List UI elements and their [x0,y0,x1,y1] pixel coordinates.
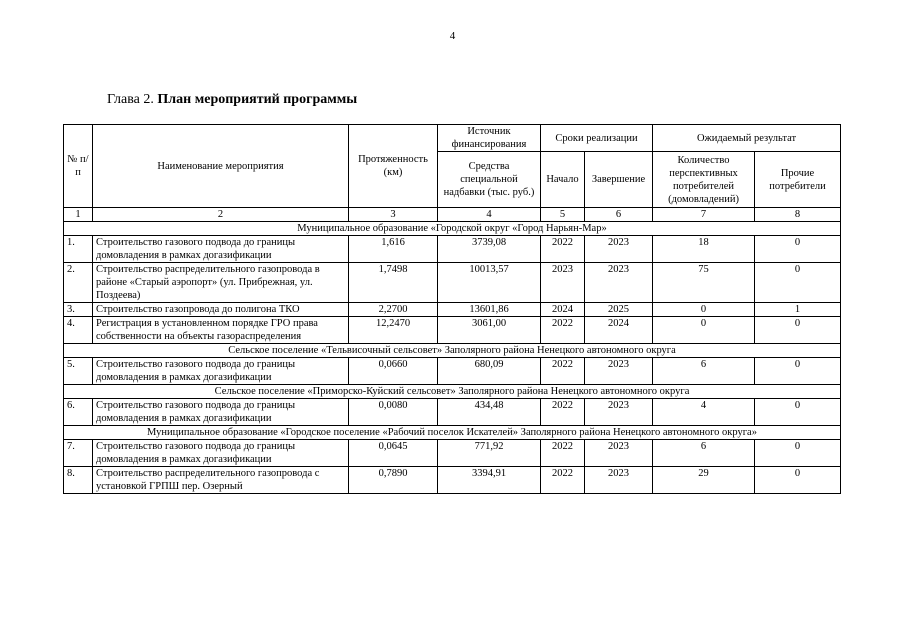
row-start: 2023 [541,263,585,303]
row-end: 2024 [585,317,653,344]
row-funds: 680,09 [438,358,541,385]
row-length: 12,2470 [349,317,438,344]
row-number: 5. [64,358,93,385]
row-name: Строительство газового подвода до границы домовладения в рамках догазификации [93,399,349,426]
row-other: 1 [755,303,841,317]
row-name: Строительство газового подвода до границы домовладения в рамках догазификации [93,236,349,263]
col-number: 5 [541,208,585,222]
row-number: 7. [64,440,93,467]
row-number: 2. [64,263,93,303]
row-end: 2023 [585,236,653,263]
row-number: 8. [64,467,93,494]
row-consumers: 6 [653,358,755,385]
row-length: 1,7498 [349,263,438,303]
col-number: 2 [93,208,349,222]
header-row-1 [64,125,841,152]
table-row [64,236,841,263]
chapter-prefix: Глава 2. [107,92,154,107]
section-title: Муниципальное образование «Городской округ «Город Нарьян-Мар» [64,222,841,236]
row-consumers: 6 [653,440,755,467]
row-funds: 10013,57 [438,263,541,303]
row-number: 4. [64,317,93,344]
section-row [64,426,841,440]
col-number: 8 [755,208,841,222]
row-end: 2023 [585,440,653,467]
header-start: Начало [541,152,585,208]
chapter-title: План мероприятий программы [157,92,358,107]
row-name: Строительство газового подвода до границы домовладения в рамках догазификации [93,440,349,467]
row-consumers: 18 [653,236,755,263]
section-title: Сельское поселение «Тельвисочный сельсовет» Заполярного района Ненецкого автономного округа [64,344,841,358]
row-number: 1. [64,236,93,263]
row-other: 0 [755,399,841,426]
row-length: 0,7890 [349,467,438,494]
header-end: Завершение [585,152,653,208]
header-name: Наименование мероприятия [93,125,349,208]
page-number: 4 [449,30,456,42]
row-number: 3. [64,303,93,317]
row-other: 0 [755,467,841,494]
row-end: 2023 [585,358,653,385]
header-no: № п/п [64,125,93,208]
section-row [64,344,841,358]
row-name: Строительство распределительного газопровода в районе «Старый аэропорт» (ул. Прибрежная, ул. Поздеева) [93,263,349,303]
table-row [64,263,841,303]
table-row [64,317,841,344]
header-terms: Сроки реализации [541,125,653,152]
row-length: 0,0080 [349,399,438,426]
row-start: 2024 [541,303,585,317]
table-row [64,303,841,317]
col-number: 1 [64,208,93,222]
row-name: Строительство распределительного газопровода с установкой ГРПШ пер. Озерный [93,467,349,494]
row-length: 0,0660 [349,358,438,385]
table-row [64,358,841,385]
row-name: Регистрация в установленном порядке ГРО права собственности на объекты газораспределения [93,317,349,344]
section-title: Сельское поселение «Приморско-Куйский сельсовет» Заполярного района Ненецкого автономного округа [64,385,841,399]
chapter-heading [107,92,357,108]
row-start: 2022 [541,399,585,426]
row-length: 1,616 [349,236,438,263]
row-end: 2023 [585,263,653,303]
section-row [64,385,841,399]
row-other: 0 [755,236,841,263]
col-number: 4 [438,208,541,222]
row-other: 0 [755,317,841,344]
header-other: Прочие потребители [755,152,841,208]
row-start: 2022 [541,317,585,344]
col-number: 6 [585,208,653,222]
table-body [64,125,841,494]
table-row [64,399,841,426]
row-other: 0 [755,358,841,385]
row-name: Строительство газового подвода до границы домовладения в рамках догазификации [93,358,349,385]
table-row [64,467,841,494]
row-end: 2023 [585,399,653,426]
column-numbers-row [64,208,841,222]
row-start: 2022 [541,440,585,467]
row-consumers: 0 [653,317,755,344]
row-start: 2022 [541,358,585,385]
row-start: 2022 [541,467,585,494]
row-name: Строительство газопровода до полигона ТКО [93,303,349,317]
row-length: 2,2700 [349,303,438,317]
col-number: 7 [653,208,755,222]
row-length: 0,0645 [349,440,438,467]
row-other: 0 [755,440,841,467]
row-funds: 434,48 [438,399,541,426]
row-consumers: 0 [653,303,755,317]
row-end: 2025 [585,303,653,317]
header-result: Ожидаемый результат [653,125,841,152]
row-other: 0 [755,263,841,303]
section-row [64,222,841,236]
row-number: 6. [64,399,93,426]
program-plan-table [63,124,841,494]
header-prospective: Количество перспективных потребителей (домовладений) [653,152,755,208]
table-row [64,440,841,467]
row-funds: 3394,91 [438,467,541,494]
row-start: 2022 [541,236,585,263]
row-end: 2023 [585,467,653,494]
row-funds: 3061,00 [438,317,541,344]
row-consumers: 75 [653,263,755,303]
section-title: Муниципальное образование «Городское поселение «Рабочий поселок Искателей» Заполярного района Ненецкого автономного округа» [64,426,841,440]
row-funds: 13601,86 [438,303,541,317]
row-consumers: 4 [653,399,755,426]
row-consumers: 29 [653,467,755,494]
row-funds: 3739,08 [438,236,541,263]
header-source: Источник финансирования [438,125,541,152]
row-funds: 771,92 [438,440,541,467]
header-source-sub: Средства специальной надбавки (тыс. руб.) [438,152,541,208]
col-number: 3 [349,208,438,222]
header-length: Протяженность (км) [349,125,438,208]
